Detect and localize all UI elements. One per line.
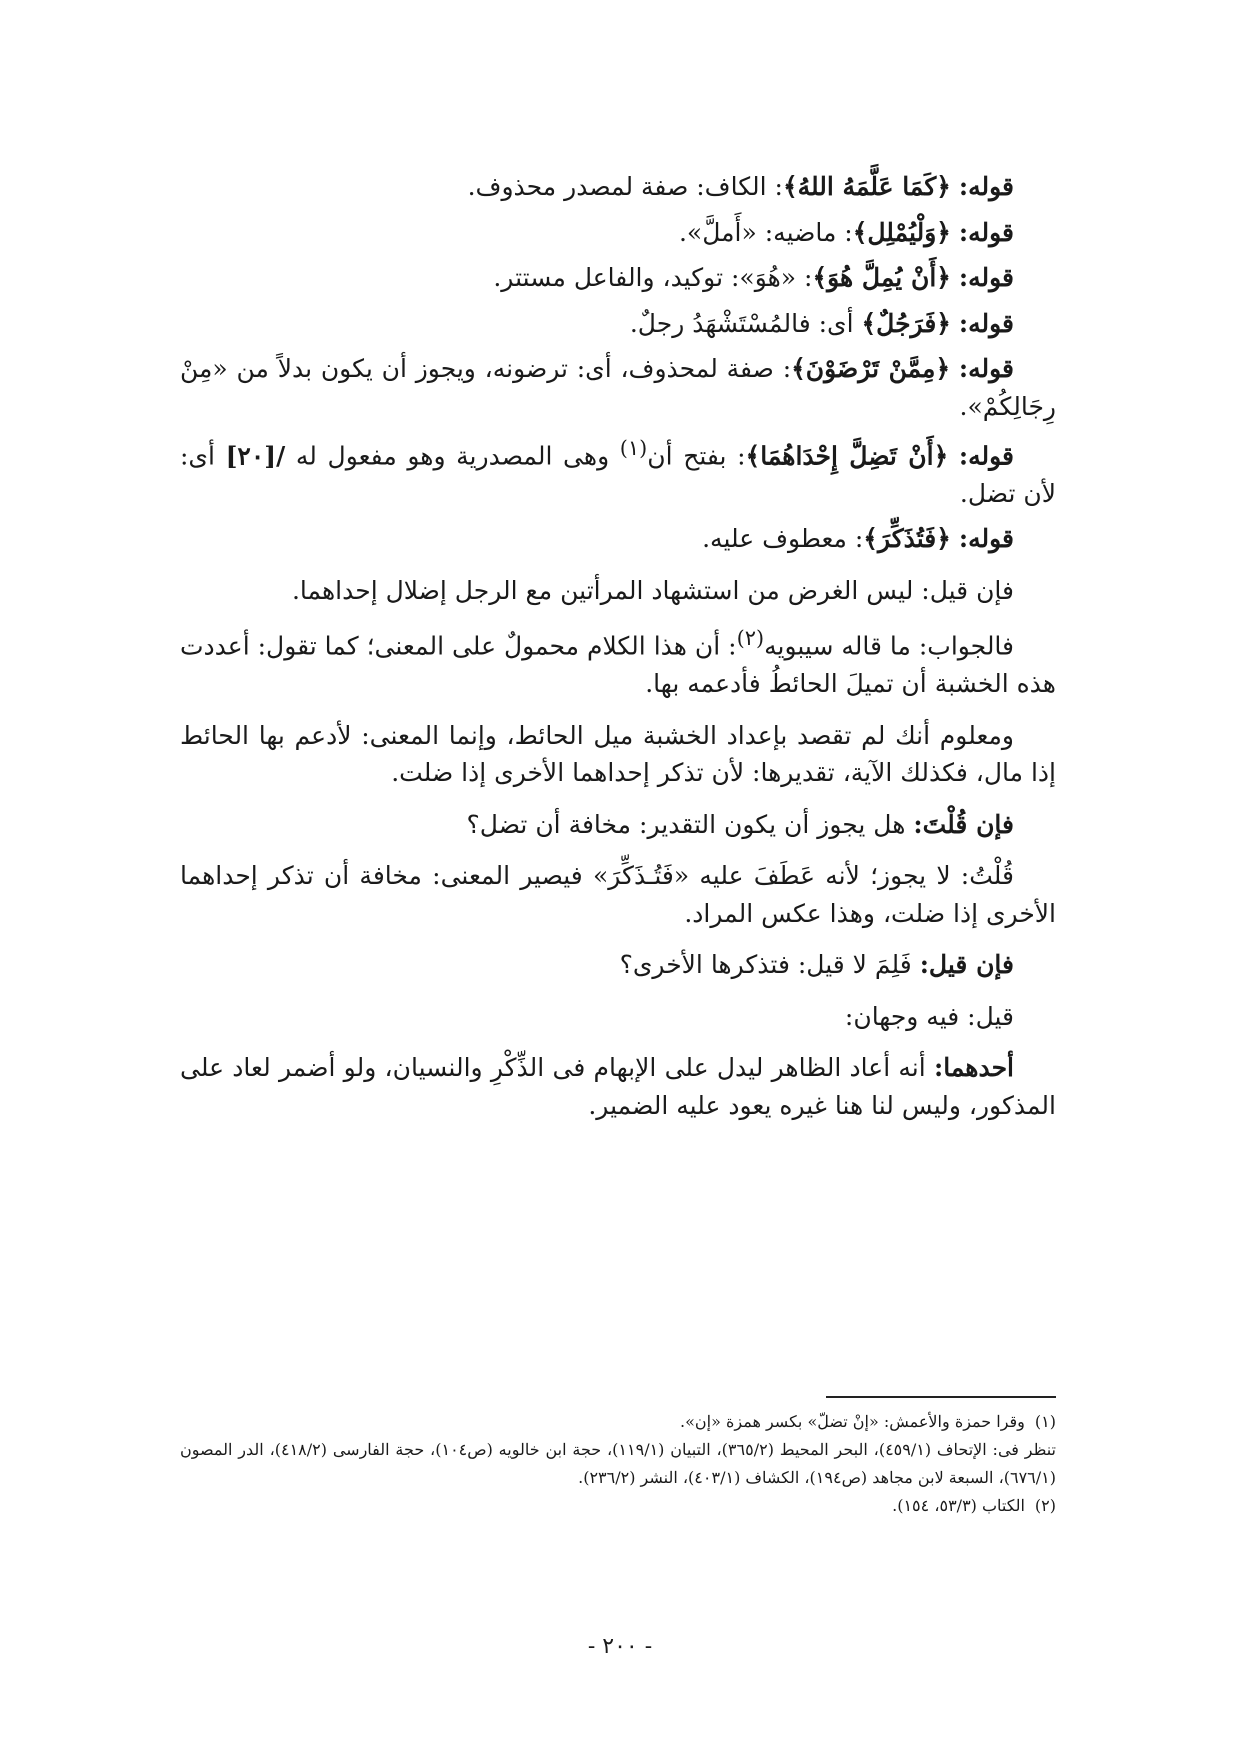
commentary-entry <box>180 214 1056 252</box>
paragraph-label: فإن قيل: <box>919 950 1014 980</box>
paragraph <box>180 806 1056 844</box>
footnote-ref: (١) <box>619 436 648 460</box>
entry-label: قوله: <box>958 441 1014 471</box>
footnote <box>180 1408 1056 1436</box>
quran-quote: ﴿وَلْيُمْلِل﴾ <box>852 217 951 247</box>
quran-quote: ﴿مِمَّنْ تَرْضَوْنَ﴾ <box>791 354 951 383</box>
paragraph: قيل: فيه وجهان: <box>844 1001 1014 1031</box>
paragraph-label: فإن قُلْتَ: <box>913 809 1014 839</box>
entry-text: : بفتح أن <box>647 441 746 471</box>
paragraph-text: أنه أعاد الظاهر ليدل على الإبهام فى الذِّكْرِ والنسيان، ولو أضمر لعاد على المذكور، وليس لنا هنا غيره يعود عليه الضمير. <box>180 1053 1056 1120</box>
entry-text: : صفة لمحذوف، أى: ترضونه، ويجوز أن يكون بدلاً من «مِنْ رِجَالِكُمْ». <box>180 354 1056 421</box>
paragraph <box>180 623 1056 702</box>
paragraph: فإن قيل: ليس الغرض من استشهاد المرأتين مع الرجل إضلال إحداهما. <box>291 575 1014 605</box>
page-reference: /[٢٠] <box>225 441 286 471</box>
footnote-continuation: تنظر فى: الإتحاف (٤٥٩/١)، البحر المحيط (٣٦٥/٢)، التبيان (١١٩/١)، حجة ابن خالويه (ص١٠٤)، حجة الفارسى (٤١٨/٢)، الدر المصون (٦٧٦/١)، السبعة لابن مجاهد (ص١٩٤)، الكشاف (٤٠٣/١)، النشر (٢٣٦/٢). <box>180 1440 1056 1487</box>
paragraph <box>180 946 1056 984</box>
footnotes <box>180 1396 1056 1520</box>
footnote-divider <box>826 1396 1056 1398</box>
entry-text: أى: فالمُسْتَشْهَدُ رجلٌ. <box>629 308 862 338</box>
footnote-number: (١) <box>1034 1412 1056 1431</box>
quran-quote: ﴿فَتُذَكِّرَ﴾ <box>863 524 951 554</box>
quran-quote: ﴿أَنْ يُمِلَّ هُوَ﴾ <box>812 263 951 292</box>
paragraph-label: أحدهما: <box>933 1053 1014 1083</box>
entry-label: قوله: <box>958 354 1014 383</box>
quran-quote: ﴿كَمَا عَلَّمَهُ اللهُ﴾ <box>782 172 951 201</box>
paragraph <box>180 1049 1056 1124</box>
entry-label: قوله: <box>958 172 1014 201</box>
page-number: - ٢٠٠ - <box>587 1634 653 1659</box>
commentary-entry <box>180 305 1056 343</box>
entry-text: : معطوف عليه. <box>702 524 864 554</box>
footnote-number: (٢) <box>1034 1496 1056 1515</box>
commentary-entry <box>180 350 1056 425</box>
entry-label: قوله: <box>958 524 1014 554</box>
paragraph: ومعلوم أنك لم تقصد بإعداد الخشبة ميل الحائط، وإنما المعنى: لأدعم بها الحائط إذا مال، فكذلك الآية، تقديرها: لأن تذكر إحداهما الأخرى إذا ضلت. <box>180 720 1056 788</box>
footnote-text: الكتاب (٥٣/٣، ١٥٤). <box>892 1496 1025 1515</box>
quran-quote: ﴿أَنْ تَضِلَّ إِحْدَاهُمَا﴾ <box>745 441 949 471</box>
footnote-text: وقرا حمزة والأعمش: «إنْ تضلّ» بكسر همزة «إن». <box>680 1412 1025 1431</box>
entry-text: وهى المصدرية وهو مفعول له <box>285 441 620 471</box>
paragraph-text: هل يجوز أن يكون التقدير: مخافة أن تضل؟ <box>466 809 914 839</box>
commentary-entry <box>180 433 1056 512</box>
entry-label: قوله: <box>958 263 1014 292</box>
entry-text: : ماضيه: «أَملَّ». <box>678 217 853 247</box>
footnote-ref: (٢) <box>736 626 765 651</box>
footnote <box>180 1492 1056 1520</box>
paragraph-text: فَلِمَ لا قيل: فتذكرها الأخرى؟ <box>619 950 920 980</box>
commentary-entry <box>180 520 1056 558</box>
main-text <box>180 168 1056 1124</box>
entry-text: : «هُوَ»: توكيد، والفاعل مستتر. <box>493 263 813 292</box>
entry-label: قوله: <box>958 217 1014 247</box>
paragraph-text: : أن هذا الكلام محمولٌ على المعنى؛ كما تقول: أعددت هذه الخشبة أن تميلَ الحائطُ فأدعمه بها. <box>180 631 1056 699</box>
quran-quote: ﴿فَرَجُلٌ﴾ <box>861 308 951 338</box>
entry-text: أى: لأن تضل. <box>180 441 1056 508</box>
entry-text: : الكاف: صفة لمصدر محذوف. <box>467 172 783 201</box>
entry-label: قوله: <box>958 308 1014 338</box>
commentary-entry <box>180 259 1056 297</box>
paragraph: قُلْتُ: لا يجوز؛ لأنه عَطَفَ عليه «فَتُـذَكِّرَ» فيصير المعنى: مخافة أن تذكر إحداهما الأخرى إذا ضلت، وهذا عكس المراد. <box>180 861 1056 928</box>
paragraph-text: فالجواب: ما قاله سيبويه <box>764 631 1015 661</box>
commentary-entry <box>180 168 1056 206</box>
